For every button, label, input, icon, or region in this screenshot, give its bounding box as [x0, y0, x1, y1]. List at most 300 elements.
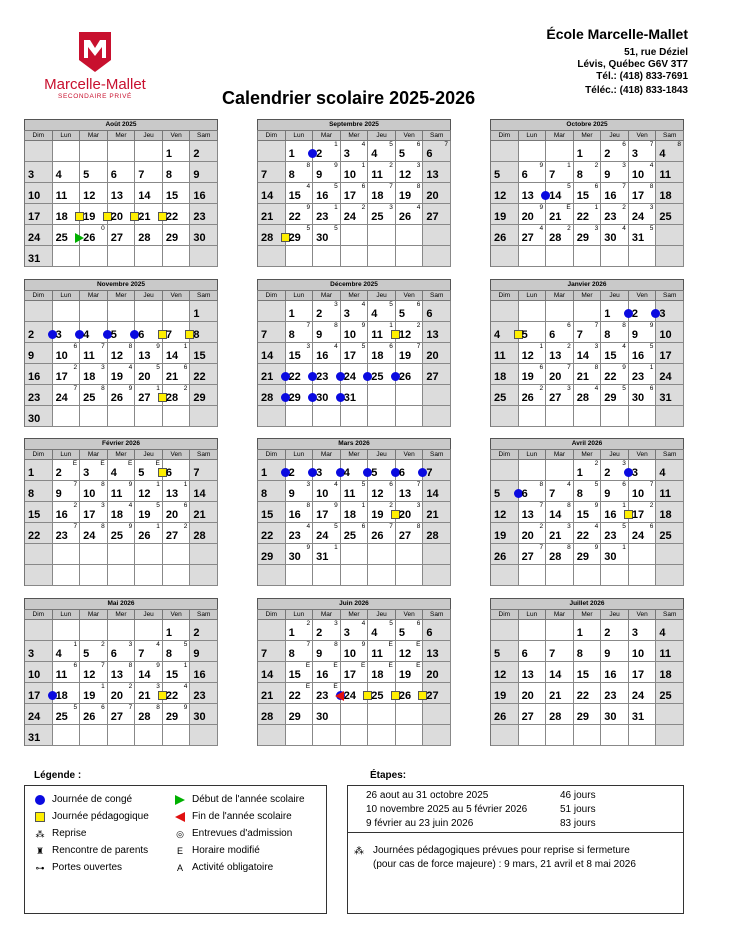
- day-cell: [656, 704, 684, 725]
- day-number: 26: [494, 711, 507, 723]
- day-number: 17: [28, 690, 41, 702]
- day-cell: [108, 301, 136, 322]
- day-number: 20: [549, 371, 562, 383]
- day-cell: [135, 523, 163, 544]
- day-number: 28: [138, 232, 151, 244]
- day-number: 1: [165, 627, 172, 639]
- day-number: 23: [316, 211, 329, 223]
- day-number: 19: [494, 530, 507, 542]
- day-number: 5: [138, 467, 145, 479]
- legend-item: [175, 862, 273, 873]
- day-header: Sam: [190, 450, 218, 460]
- day-number: 19: [494, 690, 507, 702]
- cycle-day: 4: [622, 343, 626, 350]
- cycle-day: 1: [594, 204, 599, 211]
- month-calendar: [24, 438, 218, 586]
- day-cell: [396, 204, 424, 225]
- day-cell: [656, 662, 684, 683]
- legend-item: [175, 811, 292, 822]
- day-cell: [519, 343, 547, 364]
- day-number: 9: [28, 350, 35, 362]
- day-cell: [163, 343, 191, 364]
- day-cell: [108, 481, 136, 502]
- day-cell: [190, 704, 218, 725]
- cycle-day: 5: [156, 502, 160, 509]
- day-cell: [80, 641, 108, 662]
- day-number: 29: [288, 711, 301, 723]
- day-number: 13: [138, 350, 151, 362]
- day-number: 8: [576, 648, 583, 660]
- cycle-day: 4: [594, 523, 599, 530]
- day-cell: [423, 502, 451, 523]
- day-number: 22: [604, 371, 617, 383]
- day-number: 19: [83, 211, 96, 223]
- day-header: Dim: [491, 291, 519, 301]
- day-cell: [341, 385, 369, 406]
- cycle-day: E: [305, 662, 311, 669]
- day-cell: [423, 183, 451, 204]
- day-cell: [546, 162, 574, 183]
- day-number: 23: [316, 371, 329, 383]
- day-number: 23: [604, 211, 617, 223]
- cycle-day: 9: [183, 704, 188, 711]
- logo-name: Marcelle-Mallet: [44, 76, 146, 93]
- day-number: 23: [193, 690, 206, 702]
- day-cell: [108, 343, 136, 364]
- day-cell: [135, 406, 163, 427]
- cycle-day: 3: [306, 481, 311, 488]
- day-number: 14: [576, 350, 589, 362]
- month-title: Mars 2026: [257, 438, 451, 449]
- day-cell: [286, 322, 314, 343]
- day-number: 22: [261, 530, 274, 542]
- day-cell: [258, 301, 286, 322]
- day-number: 13: [165, 488, 179, 500]
- day-cell: [313, 301, 341, 322]
- cycle-day: 2: [539, 523, 544, 530]
- day-cell: [108, 565, 136, 586]
- cycle-day: 3: [334, 301, 338, 308]
- cycle-day: 8: [567, 502, 571, 509]
- day-cell: [491, 662, 519, 683]
- month-grid: [24, 609, 218, 746]
- day-number: 10: [631, 648, 645, 660]
- day-cell: [53, 523, 81, 544]
- cycle-day: 7: [567, 364, 571, 371]
- day-cell: [629, 385, 657, 406]
- day-number: 20: [521, 530, 534, 542]
- day-header: Jeu: [135, 131, 163, 141]
- day-number: 5: [83, 169, 90, 181]
- day-number: 23: [604, 690, 617, 702]
- cycle-day: 9: [594, 544, 599, 551]
- day-cell: [368, 481, 396, 502]
- day-cell: [163, 544, 191, 565]
- day-number: 9: [316, 329, 323, 341]
- day-number: 28: [549, 711, 562, 723]
- day-header: Dim: [25, 291, 53, 301]
- cycle-day: 2: [594, 162, 599, 169]
- day-cell: [656, 523, 684, 544]
- day-cell: [313, 162, 341, 183]
- day-cell: [313, 704, 341, 725]
- day-header: Mar: [80, 131, 108, 141]
- day-cell: [258, 704, 286, 725]
- day-number: 10: [343, 329, 356, 341]
- month-title: Septembre 2025: [257, 119, 451, 130]
- day-header: Mer: [574, 610, 602, 620]
- school-fax: Téléc.: (418) 833-1843: [585, 85, 688, 96]
- day-cell: [423, 322, 451, 343]
- day-cell: [190, 301, 218, 322]
- day-cell: [656, 502, 684, 523]
- day-cell: [491, 460, 519, 481]
- day-cell: [25, 704, 53, 725]
- legend-label: Rencontre de parents: [52, 845, 149, 856]
- day-number: 24: [343, 211, 356, 223]
- cycle-day: 2: [649, 502, 654, 509]
- day-cell: [574, 301, 602, 322]
- day-cell: [341, 322, 369, 343]
- day-number: 18: [371, 190, 384, 202]
- month-calendar: [24, 119, 218, 267]
- day-number: 5: [371, 467, 378, 479]
- day-cell: [656, 183, 684, 204]
- day-number: 26: [110, 392, 123, 404]
- day-number: 28: [138, 711, 151, 723]
- cycle-day: 3: [416, 162, 421, 169]
- day-cell: [286, 620, 314, 641]
- etapes-box: [347, 785, 684, 914]
- day-number: 30: [604, 551, 617, 563]
- day-cell: [396, 246, 424, 267]
- day-cell: [546, 641, 574, 662]
- day-number: 6: [165, 467, 172, 479]
- cycle-day: 4: [622, 225, 626, 232]
- day-cell: [108, 662, 136, 683]
- day-cell: [80, 544, 108, 565]
- day-cell: [396, 162, 424, 183]
- day-header: Dim: [25, 131, 53, 141]
- day-cell: [656, 725, 684, 746]
- cycle-day: 4: [183, 683, 188, 690]
- day-cell: [396, 662, 424, 683]
- day-number: 7: [549, 488, 556, 500]
- cycle-day: 1: [622, 544, 626, 551]
- day-number: 13: [426, 329, 439, 341]
- day-number: 3: [55, 329, 62, 341]
- cycle-day: 6: [622, 141, 626, 148]
- day-number: 6: [426, 627, 433, 639]
- day-cell: [190, 544, 218, 565]
- day-cell: [25, 406, 53, 427]
- day-cell: [108, 683, 136, 704]
- cycle-day: E: [100, 460, 105, 467]
- etapes-note-line-1: Journées pédagogiques prévues pour reprise si fermeture: [373, 845, 630, 856]
- day-number: 26: [398, 371, 412, 383]
- day-cell: [491, 502, 519, 523]
- day-header: Ven: [396, 450, 424, 460]
- day-cell: [25, 225, 53, 246]
- day-cell: [519, 460, 547, 481]
- day-number: 23: [193, 211, 206, 223]
- cycle-day: 7: [444, 141, 448, 148]
- day-cell: [546, 523, 574, 544]
- cycle-day: 4: [128, 364, 133, 371]
- day-header: Mer: [574, 291, 602, 301]
- cycle-day: 9: [649, 322, 654, 329]
- day-number: 28: [549, 551, 562, 563]
- day-cell: [574, 385, 602, 406]
- day-cell: [368, 225, 396, 246]
- day-cell: [163, 481, 191, 502]
- day-number: 14: [138, 190, 151, 202]
- day-cell: [423, 225, 451, 246]
- day-number: 18: [659, 669, 672, 681]
- day-cell: [108, 364, 136, 385]
- day-number: 13: [110, 190, 123, 202]
- cycle-day: 1: [156, 481, 160, 488]
- day-cell: [190, 343, 218, 364]
- day-number: 25: [83, 392, 96, 404]
- day-cell: [546, 141, 574, 162]
- month-title: Juillet 2026: [490, 598, 684, 609]
- day-number: 22: [576, 211, 589, 223]
- school-info: [546, 26, 688, 97]
- legend-label: Reprise: [52, 828, 87, 839]
- day-cell: [519, 565, 547, 586]
- day-cell: [491, 225, 519, 246]
- day-number: 12: [83, 190, 96, 202]
- month-grid: [257, 449, 451, 586]
- day-cell: [368, 183, 396, 204]
- day-cell: [80, 502, 108, 523]
- day-cell: [53, 565, 81, 586]
- day-cell: [258, 481, 286, 502]
- day-number: 17: [28, 211, 41, 223]
- day-number: 27: [521, 711, 534, 723]
- day-number: 27: [521, 232, 534, 244]
- day-number: 12: [521, 350, 534, 362]
- day-cell: [423, 385, 451, 406]
- day-cell: [423, 246, 451, 267]
- day-number: 4: [371, 308, 378, 320]
- day-number: 8: [288, 648, 295, 660]
- day-cell: [135, 565, 163, 586]
- day-cell: [53, 385, 81, 406]
- day-cell: [423, 662, 451, 683]
- day-cell: [396, 502, 424, 523]
- day-cell: [80, 725, 108, 746]
- month-calendar: [257, 119, 451, 267]
- cycle-day: 5: [622, 523, 626, 530]
- day-number: 28: [426, 530, 439, 542]
- day-cell: [258, 183, 286, 204]
- cycle-day: 7: [73, 523, 78, 530]
- day-number: 15: [165, 190, 179, 202]
- day-number: 17: [55, 371, 68, 383]
- day-number: 16: [28, 371, 41, 383]
- day-cell: [574, 502, 602, 523]
- day-cell: [574, 406, 602, 427]
- day-number: 5: [521, 329, 528, 341]
- day-number: 29: [288, 392, 301, 404]
- cycle-day: 7: [389, 523, 393, 530]
- day-number: 10: [343, 169, 356, 181]
- day-cell: [601, 406, 629, 427]
- day-number: 4: [371, 148, 378, 160]
- day-cell: [519, 641, 547, 662]
- month-title: Novembre 2025: [24, 279, 218, 290]
- day-cell: [163, 704, 191, 725]
- cycle-day: 2: [73, 364, 78, 371]
- day-header: Jeu: [601, 450, 629, 460]
- etape-3-days: 83 jours: [560, 818, 596, 829]
- day-number: 21: [426, 509, 439, 521]
- day-cell: [574, 662, 602, 683]
- cycle-day: 9: [156, 662, 160, 669]
- day-number: 30: [316, 232, 329, 244]
- day-cell: [574, 246, 602, 267]
- day-number: 24: [631, 690, 645, 702]
- day-number: 14: [165, 350, 179, 362]
- day-cell: [53, 502, 81, 523]
- day-header: Ven: [629, 291, 657, 301]
- day-number: 3: [659, 308, 666, 320]
- day-cell: [656, 406, 684, 427]
- cycle-day: 1: [649, 364, 654, 371]
- day-cell: [491, 343, 519, 364]
- day-header: Jeu: [135, 291, 163, 301]
- day-number: 26: [371, 530, 384, 542]
- cycle-day: 4: [649, 162, 654, 169]
- day-cell: [163, 683, 191, 704]
- day-cell: [368, 141, 396, 162]
- day-number: 30: [316, 392, 329, 404]
- day-cell: [423, 544, 451, 565]
- day-header: Ven: [396, 610, 424, 620]
- day-cell: [491, 162, 519, 183]
- day-cell: [423, 725, 451, 746]
- day-cell: [423, 565, 451, 586]
- day-number: 27: [110, 232, 123, 244]
- day-header: Mar: [313, 131, 341, 141]
- day-cell: [491, 141, 519, 162]
- day-number: 20: [426, 669, 439, 681]
- legend-symbol-icon: ⊶: [35, 862, 45, 873]
- day-number: 26: [138, 530, 151, 542]
- day-number: 22: [165, 690, 179, 702]
- day-number: 3: [343, 148, 350, 160]
- day-number: 31: [28, 732, 41, 744]
- cycle-day: 7: [594, 322, 599, 329]
- school-logo: [40, 30, 150, 100]
- day-cell: [368, 343, 396, 364]
- day-number: 29: [576, 711, 589, 723]
- day-number: 10: [631, 488, 645, 500]
- cycle-day: 6: [416, 301, 421, 308]
- day-cell: [601, 183, 629, 204]
- day-cell: [601, 620, 629, 641]
- day-cell: [629, 406, 657, 427]
- day-number: 1: [604, 308, 611, 320]
- day-header: Mar: [546, 450, 574, 460]
- day-number: 9: [604, 648, 611, 660]
- day-cell: [629, 523, 657, 544]
- day-header: Mer: [574, 450, 602, 460]
- day-cell: [163, 565, 191, 586]
- day-number: 8: [165, 648, 172, 660]
- day-cell: [629, 725, 657, 746]
- cycle-day: 9: [128, 385, 133, 392]
- school-name: École Marcelle-Mallet: [546, 26, 688, 42]
- cycle-day: E: [416, 662, 421, 669]
- cycle-day: 4: [334, 481, 338, 488]
- cycle-day: 1: [334, 141, 338, 148]
- day-cell: [286, 162, 314, 183]
- day-number: 22: [288, 690, 301, 702]
- day-number: 21: [576, 371, 589, 383]
- day-number: 18: [659, 190, 672, 202]
- day-cell: [601, 683, 629, 704]
- day-cell: [258, 662, 286, 683]
- day-number: 3: [28, 648, 35, 660]
- day-number: 23: [316, 690, 329, 702]
- day-cell: [25, 544, 53, 565]
- day-cell: [135, 162, 163, 183]
- cycle-day: 7: [389, 183, 393, 190]
- cycle-day: 2: [389, 162, 393, 169]
- day-cell: [574, 683, 602, 704]
- day-header: Mar: [313, 291, 341, 301]
- day-number: 2: [604, 467, 611, 479]
- day-cell: [190, 565, 218, 586]
- day-cell: [656, 364, 684, 385]
- day-number: 6: [426, 148, 433, 160]
- day-number: 6: [521, 648, 528, 660]
- day-cell: [519, 523, 547, 544]
- day-header: Sam: [656, 610, 684, 620]
- day-cell: [491, 683, 519, 704]
- day-number: 21: [261, 690, 274, 702]
- cycle-day: 1: [183, 481, 188, 488]
- day-cell: [286, 662, 314, 683]
- day-cell: [313, 725, 341, 746]
- legend-item: [175, 828, 292, 839]
- month-grid: [490, 609, 684, 746]
- day-number: 7: [261, 169, 268, 181]
- day-cell: [108, 460, 136, 481]
- day-number: 7: [549, 648, 556, 660]
- day-number: 24: [659, 371, 672, 383]
- day-number: 16: [193, 669, 206, 681]
- day-number: 16: [288, 509, 301, 521]
- cycle-day: E: [388, 662, 393, 669]
- day-cell: [601, 364, 629, 385]
- month-calendar: [257, 279, 451, 427]
- day-header: Lun: [519, 610, 547, 620]
- day-number: 21: [193, 509, 206, 521]
- day-number: 7: [426, 467, 433, 479]
- day-number: 24: [343, 690, 356, 702]
- month-calendar: [490, 119, 684, 267]
- day-number: 3: [631, 627, 638, 639]
- month-title: Mai 2026: [24, 598, 218, 609]
- day-number: 26: [83, 711, 96, 723]
- day-number: 6: [110, 169, 117, 181]
- day-cell: [135, 301, 163, 322]
- day-cell: [601, 725, 629, 746]
